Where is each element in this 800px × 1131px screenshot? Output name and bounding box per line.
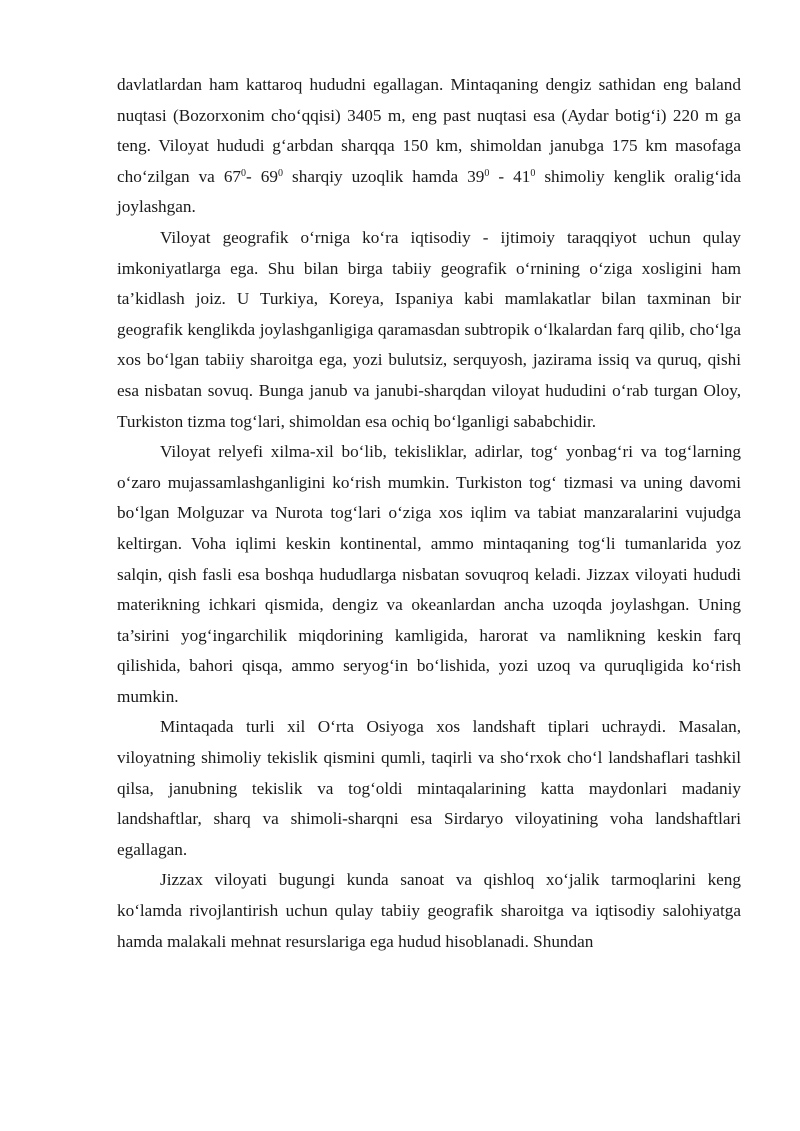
paragraph-text: - 69 [246,166,278,186]
paragraph-text: shimoliy kenglik oralig‘ida joylashgan. [117,166,741,217]
paragraph-text: Mintaqada turli xil O‘rta Osiyoga xos landshaft tiplari uchraydi. Masalan, viloyatning shimoliy tekislik qismini qumli, taqirli va sho‘rxok cho‘l landshaflari tashkil qilsa, janubning tekislik va tog‘oldi mintaqalarining katta maydonlari madaniy landshaftlar, sharq va shimoli-sharqni esa Sirdaryo viloyatining voha landshaftlari egallagan. [117,717,741,859]
degree-superscript: 0 [241,167,247,179]
paragraph [117,223,741,437]
paragraph [117,70,741,223]
paragraph-text: Jizzax viloyati bugungi kunda sanoat va qishloq xo‘jalik tarmoqlarini keng ko‘lamda rivojlantirish uchun qulay tabiiy geografik sharoitga va iqtisodiy salohiyatga hamda malakali mehnat resurslariga ega hudud hisoblanadi. Shundan [117,870,741,951]
paragraph-text: Viloyat relyefi xilma-xil bo‘lib, tekisliklar, adirlar, tog‘ yonbag‘ri va tog‘larning o‘zaro mujassamlashganligini ko‘rish mumkin. Turkiston tog‘ tizmasi va uning davomi bo‘lgan Molguzar va Nurota tog‘lari o‘ziga xos iqlim va tabiat manzaralarini vujudga keltirgan. Voha iqlimi keskin kontinental, ammo mintaqaning tog‘li tumanlarida yoz salqin, qish fasli esa boshqa hududlarga nisbatan sovuqroq keladi. Jizzax viloyati hududi materikning ichkari qismida, dengiz va okeanlardan ancha uzoqda joylashgan. Uning ta’sirini yog‘ingarchilik miqdorining kamligida, harorat va namlikning keskin farq qilishida, bahori qisqa, ammo seryog‘in bo‘lishida, yozi uzoq va quruqligida ko‘rish mumkin. [117,442,741,706]
degree-superscript: 0 [484,167,490,179]
paragraph [117,712,741,865]
document-page [117,70,741,957]
paragraph-text: Viloyat geografik o‘rniga ko‘ra iqtisodiy - ijtimoiy taraqqiyot uchun qulay imkoniyatlarga ega. Shu bilan birga tabiiy geografik o‘rnining o‘ziga xosligini ham ta’kidlash joiz. U Turkiya, Koreya, Ispaniya kabi mamlakatlar bilan taxminan bir geografik kenglikda joylashganligiga qaramasdan subtropik o‘lkalardan farq qilib, cho‘lga xos bo‘lgan tabiiy sharoitga ega, yozi bulutsiz, serquyosh, jazirama issiq va quruq, qishi esa nisbatan sovuq. Bunga janub va janubi-sharqdan viloyat hududini o‘rab turgan Oloy, Turkiston tizma tog‘lari, shimoldan esa ochiq bo‘lganligi sababchidir. [117,227,741,431]
degree-superscript: 0 [278,167,283,179]
paragraph-text: - 41 [489,166,531,186]
paragraph [117,437,741,712]
paragraph [117,865,741,957]
degree-superscript: 0 [530,167,536,179]
paragraph-text: sharqiy uzoqlik hamda 39 [283,166,485,186]
paragraph-text: davlatlardan ham kattaroq hududni egallagan. Mintaqaning dengiz sathidan eng baland nuqtasi (Bozorxonim cho‘qqisi) 3405 m, eng past nuqtasi esa (Aydar botig‘i) 220 m ga teng. Viloyat hududi g‘arbdan sharqqa 150 km, shimoldan janubga 175 km masofaga cho‘zilgan va 67 [117,75,741,186]
